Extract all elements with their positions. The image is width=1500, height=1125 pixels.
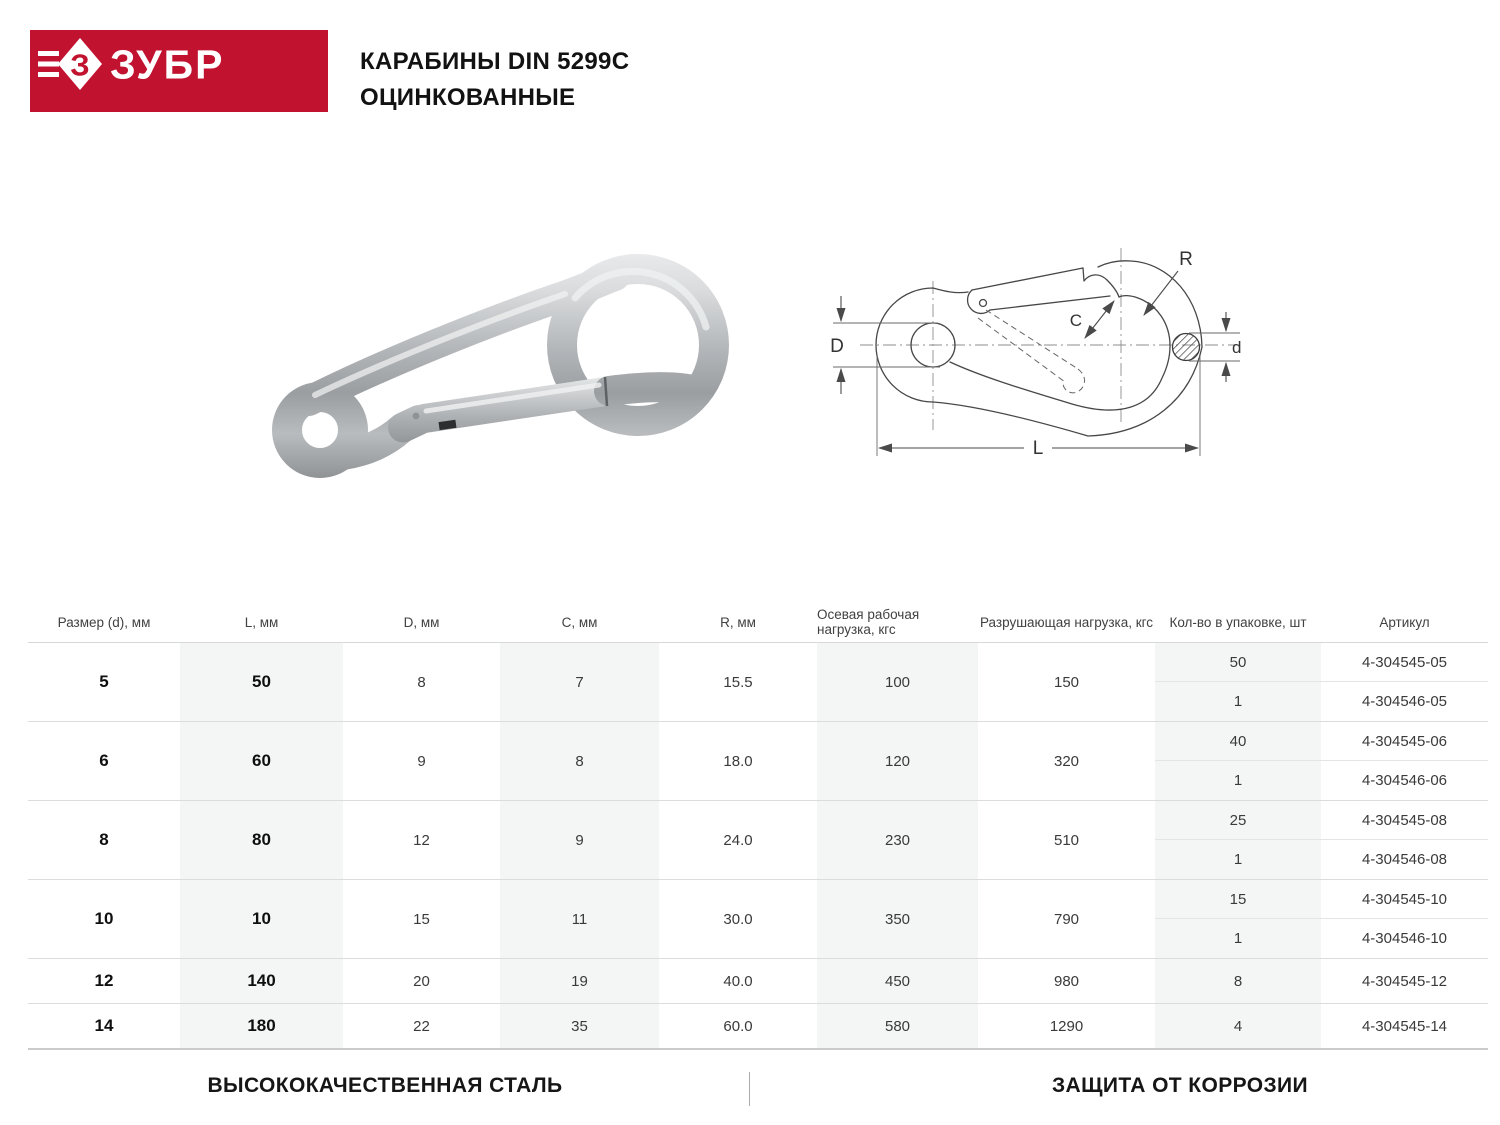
- column-header-C: C, мм: [561, 614, 598, 630]
- column-header-work-load: Осевая рабочая нагрузка, кгс: [817, 607, 920, 637]
- table-body: [28, 643, 1488, 1050]
- table-cell-L: 180: [180, 1004, 343, 1048]
- table-cell-C: 19: [500, 959, 659, 1003]
- table-cell-work_load: 120: [817, 722, 978, 800]
- table-cell-pack-qty: 1: [1155, 840, 1321, 879]
- table-cell-C: 35: [500, 1004, 659, 1048]
- table-cell-work_load: 100: [817, 643, 978, 721]
- table-row: [28, 801, 1488, 880]
- table-cell-D: 12: [413, 831, 430, 849]
- gate-rivet: [980, 300, 987, 307]
- carabiner-photo: [245, 205, 805, 495]
- table-cell-sku: 4-304545-12: [1361, 972, 1448, 990]
- table-cell-sku: 4-304546-06: [1361, 772, 1448, 789]
- column-header-D: D, мм: [403, 614, 440, 630]
- table-cell-sku: 4-304546-10: [1361, 930, 1448, 947]
- table-cell-size: 12: [94, 971, 114, 990]
- table-cell-pack-qty: 15: [1155, 880, 1321, 919]
- table-cell-L: 80: [180, 801, 343, 879]
- table-cell-break_load: 510: [1053, 831, 1080, 849]
- table-cell-work_load: 450: [817, 959, 978, 1003]
- title-line-1: КАРАБИНЫ DIN 5299C: [360, 48, 630, 75]
- table-row: [28, 959, 1488, 1004]
- column-header-sku: Артикул: [1379, 614, 1430, 630]
- table-cell-C: 7: [500, 643, 659, 721]
- table-cell-pack-qty: 1: [1155, 682, 1321, 721]
- carabiner-diagram: [820, 228, 1260, 478]
- label-R: R: [1179, 249, 1193, 270]
- table-cell-sku: 4-304546-05: [1361, 693, 1448, 710]
- table-row: [28, 643, 1488, 722]
- footer-divider: [749, 1072, 750, 1106]
- table-header-row: [28, 602, 1488, 643]
- table-cell-R: 24.0: [723, 831, 753, 849]
- table-cell-L: 140: [180, 959, 343, 1003]
- table-cell-sku: 4-304546-08: [1361, 851, 1448, 868]
- label-L: L: [1032, 438, 1044, 459]
- table-cell-C: 9: [500, 801, 659, 879]
- table-cell-sku: 4-304545-10: [1321, 880, 1488, 919]
- table-cell-D: 8: [417, 673, 426, 691]
- page-title: [360, 44, 629, 116]
- column-header-pack-qty: Кол-во в упаковке, шт: [1169, 614, 1307, 630]
- table-cell-R: 60.0: [723, 1017, 753, 1035]
- column-header-size: Размер (d), мм: [57, 614, 151, 630]
- column-header-break-load: Разрушающая нагрузка, кгс: [979, 614, 1154, 630]
- carabiner-outline: [876, 261, 1202, 436]
- table-cell-sku: 4-304545-08: [1321, 801, 1488, 840]
- table-cell-break_load: 320: [1053, 752, 1080, 770]
- table-cell-sku: 4-304545-14: [1361, 1017, 1448, 1035]
- table-cell-sku: 4-304545-05: [1321, 643, 1488, 682]
- table-cell-D: 15: [413, 910, 430, 928]
- label-d: d: [1232, 338, 1242, 357]
- carabiner-latch: [609, 387, 697, 391]
- table-cell-pack-qty: 4: [1155, 1004, 1321, 1048]
- table-row: [28, 722, 1488, 801]
- table-cell-work_load: 230: [817, 801, 978, 879]
- label-C: C: [1069, 311, 1082, 330]
- table-cell-R: 30.0: [723, 910, 753, 928]
- footer: [0, 1056, 1500, 1125]
- table-cell-break_load: 150: [1053, 673, 1080, 691]
- label-D: D: [830, 336, 844, 357]
- footer-feature-steel: ВЫСОКОКАЧЕСТВЕННАЯ СТАЛЬ: [207, 1074, 563, 1097]
- table-cell-pack-qty: 25: [1155, 801, 1321, 840]
- table-cell-break_load: 790: [1053, 910, 1080, 928]
- table-cell-C: 8: [500, 722, 659, 800]
- svg-text:З: З: [70, 47, 90, 83]
- table-cell-R: 15.5: [723, 673, 753, 691]
- table-cell-break_load: 980: [1053, 972, 1080, 990]
- table-cell-L: 50: [180, 643, 343, 721]
- table-cell-pack-qty: 40: [1155, 722, 1321, 761]
- table-cell-size: 5: [99, 672, 109, 691]
- footer-feature-corrosion: ЗАЩИТА ОТ КОРРОЗИИ: [1051, 1074, 1309, 1097]
- table-cell-C: 11: [500, 880, 659, 958]
- table-cell-pack-qty: 1: [1155, 919, 1321, 958]
- gate-rivet: [413, 413, 420, 420]
- table-cell-size: 6: [99, 751, 109, 770]
- table-cell-D: 9: [417, 752, 426, 770]
- table-row: [28, 1004, 1488, 1050]
- column-header-R: R, мм: [720, 614, 756, 630]
- table-cell-R: 40.0: [723, 972, 753, 990]
- spec-table: [28, 602, 1488, 1050]
- wire-cross-section: [1173, 334, 1200, 361]
- table-cell-break_load: 1290: [1049, 1017, 1084, 1035]
- table-cell-size: 10: [94, 909, 114, 928]
- column-header-L: L, мм: [244, 614, 279, 630]
- zubr-logo: [30, 30, 328, 112]
- table-cell-L: 60: [180, 722, 343, 800]
- gate-open-dashed: [978, 310, 1085, 393]
- logo-brand-text: ЗУБР: [110, 41, 225, 88]
- table-cell-work_load: 580: [817, 1004, 978, 1048]
- table-cell-work_load: 350: [817, 880, 978, 958]
- table-cell-pack-qty: 8: [1155, 959, 1321, 1003]
- title-line-2: ОЦИНКОВАННЫЕ: [360, 84, 576, 111]
- table-cell-D: 20: [413, 972, 430, 990]
- table-cell-L: 10: [180, 880, 343, 958]
- table-row: [28, 880, 1488, 959]
- table-cell-size: 8: [99, 830, 109, 849]
- table-cell-pack-qty: 1: [1155, 761, 1321, 800]
- table-cell-D: 22: [413, 1017, 430, 1035]
- table-cell-size: 14: [94, 1016, 114, 1035]
- table-cell-pack-qty: 50: [1155, 643, 1321, 682]
- table-cell-R: 18.0: [723, 752, 753, 770]
- table-cell-sku: 4-304545-06: [1321, 722, 1488, 761]
